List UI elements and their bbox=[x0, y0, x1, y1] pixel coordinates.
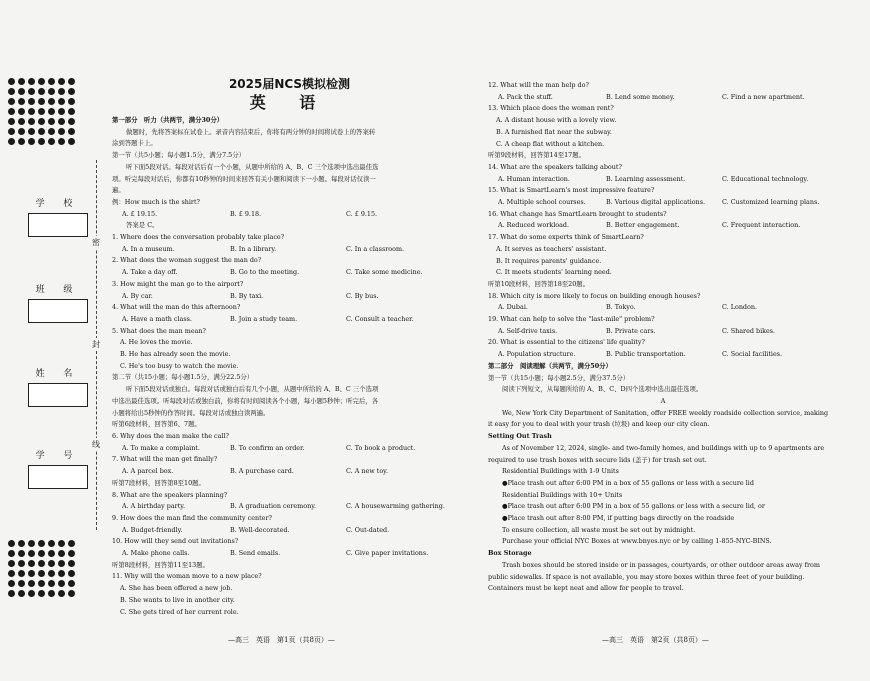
option-b: B. Well-decorated. bbox=[230, 525, 290, 534]
option-c: C. Social facilities. bbox=[722, 350, 783, 359]
passage-line: it easy for you to deal with your trash (垃圾) and keep our city clean. bbox=[488, 420, 710, 429]
class-box[interactable] bbox=[28, 299, 88, 323]
registration-dot bbox=[38, 108, 45, 115]
option-b: B. Join a study team. bbox=[230, 314, 298, 323]
registration-dot bbox=[28, 138, 35, 145]
question-17: 17. What do some experts think of SmartLearn? bbox=[488, 233, 644, 242]
option-b: B. Public transportation. bbox=[606, 350, 686, 359]
dot-row bbox=[8, 138, 76, 145]
registration-dot bbox=[8, 570, 15, 577]
question-15-options bbox=[488, 197, 838, 209]
question-3-options bbox=[112, 291, 467, 303]
exam-subject: 英 语 bbox=[249, 93, 330, 112]
registration-dot bbox=[18, 590, 25, 597]
registration-dot bbox=[58, 590, 65, 597]
section-heading: 第一节（共15小题；每小题2.5分，满分37.5分） bbox=[488, 373, 630, 382]
registration-dot bbox=[48, 590, 55, 597]
directions-line: 听下面5段对话或独白。每段对话或独白后有几个小题，从题中所给的 A、B、C 三个选项 bbox=[126, 385, 379, 394]
registration-dot bbox=[18, 108, 25, 115]
option-c: C. £ 9.15. bbox=[346, 209, 378, 218]
example-answer: 答案是 C。 bbox=[126, 221, 159, 230]
section-heading: 第二节（共15小题；每小题1.5分，满分22.5分） bbox=[112, 373, 254, 382]
passage-line: Residential Buildings with 1-9 Units bbox=[502, 467, 619, 476]
directions-line: 听下面5段对话。每段对话后有一个小题，从题中所给的 A、B、C 三个选项中选出最佳选 bbox=[126, 162, 379, 171]
registration-dot bbox=[8, 590, 15, 597]
registration-dot bbox=[28, 570, 35, 577]
option-a: A. Pack the stuff. bbox=[498, 92, 553, 101]
directions-line: 阅读下列短文，从每题所给的 A、B、C、D四个选项中选出最佳选项。 bbox=[502, 385, 703, 394]
option-c: C. It meets students' learning need. bbox=[496, 268, 612, 277]
registration-dot bbox=[38, 98, 45, 105]
option-b: B. Learning assessment. bbox=[606, 174, 686, 183]
registration-dot bbox=[48, 560, 55, 567]
option-a: A. A parcel box. bbox=[122, 467, 174, 476]
registration-dot bbox=[28, 540, 35, 547]
option-b: B. Go to the meeting. bbox=[230, 268, 300, 277]
student-id-field bbox=[28, 448, 88, 489]
passage-line: public sidewalks. If space is not available, you may store boxes within three feet of your building. bbox=[488, 572, 805, 581]
option-c: C. Give paper invitations. bbox=[346, 549, 429, 558]
dot-row bbox=[8, 570, 76, 577]
material-note: 听第10段材料，回答第18至20题。 bbox=[488, 279, 590, 288]
registration-dot bbox=[8, 118, 15, 125]
option-c: C. London. bbox=[722, 303, 758, 312]
registration-dot bbox=[18, 570, 25, 577]
option-b: B. Send emails. bbox=[230, 549, 281, 558]
question-11: 11. Why will the woman move to a new place? bbox=[112, 572, 262, 581]
directions-line: 项。听完每段对话后，你都有10秒钟的时间来回答有关小题和阅读下一小题。每段对话仅读一 bbox=[112, 174, 376, 183]
question-10-options bbox=[112, 548, 467, 560]
option-b: B. She wants to live in another city. bbox=[120, 595, 235, 604]
question-15: 15. What is SmartLearn's most impressive feature? bbox=[488, 186, 655, 195]
passage-heading: Box Storage bbox=[488, 549, 532, 558]
option-c: C. Educational technology. bbox=[722, 174, 809, 183]
question-16-options bbox=[488, 220, 838, 232]
passage-heading: Setting Out Trash bbox=[488, 432, 552, 441]
registration-dot bbox=[48, 570, 55, 577]
registration-dot bbox=[8, 550, 15, 557]
option-b: B. It requires parents' guidance. bbox=[496, 256, 602, 265]
registration-dot bbox=[68, 570, 75, 577]
page-1 bbox=[112, 0, 467, 618]
question-6-options bbox=[112, 443, 467, 455]
option-c: C. A cheap flat without a kitchen. bbox=[496, 139, 605, 148]
option-a: A. Make phone calls. bbox=[122, 549, 190, 558]
question-2-options bbox=[112, 267, 467, 279]
registration-dot bbox=[18, 118, 25, 125]
seal-char-xian: 线 bbox=[92, 440, 100, 449]
registration-dot bbox=[28, 590, 35, 597]
dot-row bbox=[8, 560, 76, 567]
question-9-options bbox=[112, 525, 467, 537]
option-b: B. He has already seen the movie. bbox=[120, 350, 231, 359]
option-b: B. Various digital applications. bbox=[606, 198, 706, 207]
registration-dot bbox=[18, 98, 25, 105]
registration-dot bbox=[68, 590, 75, 597]
dot-row bbox=[8, 580, 76, 587]
passage-line: Residential Buildings with 10+ Units bbox=[502, 490, 623, 499]
registration-dot bbox=[48, 78, 55, 85]
passage-line: required to use trash boxes with secure lids (盖子) for trash set out. bbox=[488, 455, 707, 464]
registration-dot bbox=[28, 560, 35, 567]
dot-row bbox=[8, 78, 76, 85]
registration-dot bbox=[48, 118, 55, 125]
question-12: 12. What will the man help do? bbox=[488, 81, 589, 89]
name-box[interactable] bbox=[28, 383, 88, 407]
student-id-label: 学 号 bbox=[35, 451, 81, 461]
bullet-item: ●Place trash out after 8:00 PM, if putting bags directly on the roadside bbox=[502, 514, 735, 523]
registration-dot bbox=[38, 550, 45, 557]
registration-dots-bottom bbox=[8, 540, 76, 600]
option-b: B. Private cars. bbox=[606, 326, 656, 335]
registration-dot bbox=[28, 550, 35, 557]
option-c: C. In a classroom. bbox=[346, 244, 405, 253]
option-a: A. Dubai. bbox=[498, 303, 528, 312]
example-question: 例：How much is the shirt? bbox=[112, 197, 200, 206]
option-c: C. Shared bikes. bbox=[722, 326, 776, 335]
registration-dot bbox=[18, 88, 25, 95]
option-a: A. It serves as teachers' assistant. bbox=[496, 244, 607, 253]
passage-line: Purchase your official NYC Boxes at www.bnyes.nyc or by calling 1-855-NYC-BINS. bbox=[502, 537, 772, 546]
question-20: 20. What is essential to the citizens' life quality? bbox=[488, 338, 645, 347]
question-18: 18. Which city is more likely to focus on building enough houses? bbox=[488, 291, 701, 300]
registration-dot bbox=[48, 98, 55, 105]
option-b: B. A purchase card. bbox=[230, 467, 294, 476]
school-label: 学 校 bbox=[35, 199, 81, 209]
registration-dot bbox=[18, 540, 25, 547]
material-note: 听第8段材料，回答第11至13题。 bbox=[112, 560, 210, 569]
registration-dot bbox=[18, 560, 25, 567]
registration-dot bbox=[18, 128, 25, 135]
registration-dot bbox=[8, 128, 15, 135]
directions-line: 遍。 bbox=[112, 186, 125, 195]
registration-dot bbox=[38, 118, 45, 125]
registration-dot bbox=[28, 88, 35, 95]
option-b: B. Lend some money. bbox=[606, 92, 675, 101]
registration-dot bbox=[68, 560, 75, 567]
registration-dot bbox=[28, 78, 35, 85]
registration-dot bbox=[68, 138, 75, 145]
question-3: 3. How might the man go to the airport? bbox=[112, 279, 244, 288]
dot-row bbox=[8, 590, 76, 597]
passage-line: Containers must be kept neat and allow for people to travel. bbox=[488, 584, 684, 593]
question-4-options bbox=[112, 314, 467, 326]
option-a: A. By car. bbox=[122, 291, 153, 300]
registration-dot bbox=[58, 88, 65, 95]
registration-dot bbox=[38, 570, 45, 577]
registration-dot bbox=[28, 580, 35, 587]
option-a: A. She has been offered a new job. bbox=[120, 584, 233, 593]
registration-dot bbox=[68, 78, 75, 85]
option-b: B. By taxi. bbox=[230, 291, 264, 300]
registration-dot bbox=[38, 128, 45, 135]
option-b: B. A graduation ceremony. bbox=[230, 502, 316, 511]
option-a: A. He loves the movie. bbox=[120, 338, 193, 347]
question-7-options bbox=[112, 466, 467, 478]
registration-dot bbox=[58, 540, 65, 547]
option-c: C. Customized learning plans. bbox=[722, 198, 820, 207]
registration-dot bbox=[38, 590, 45, 597]
page-2-footer: —高三 英语 第2页（共8页）— bbox=[602, 636, 709, 644]
intro-line: 做题时，先将答案标在试卷上。录音内容结束后，你将有两分钟的时间将试卷上的答案转 bbox=[126, 127, 376, 136]
question-7: 7. What will the man get finally? bbox=[112, 455, 218, 464]
option-a: A. Budget-friendly. bbox=[122, 525, 183, 534]
registration-dot bbox=[48, 88, 55, 95]
registration-dot bbox=[68, 128, 75, 135]
registration-dot bbox=[48, 540, 55, 547]
dot-row bbox=[8, 98, 76, 105]
dot-row bbox=[8, 118, 76, 125]
directions-line: 中选出最佳选项。听每段对话或独白前，你将有时间阅读各个小题，每小题5秒钟；听完后，各 bbox=[112, 396, 379, 405]
question-4: 4. What will the man do this afternoon? bbox=[112, 303, 241, 312]
question-8-options bbox=[112, 501, 467, 513]
question-12-options bbox=[488, 92, 838, 104]
registration-dot bbox=[28, 128, 35, 135]
option-c: C. A housewarming gathering. bbox=[346, 502, 445, 511]
dot-row bbox=[8, 128, 76, 135]
registration-dot bbox=[58, 98, 65, 105]
registration-dot bbox=[18, 580, 25, 587]
option-b: B. Better engagement. bbox=[606, 221, 680, 230]
option-b: B. To confirm an order. bbox=[230, 443, 305, 452]
question-19: 19. What can help to solve the "last-mile" problem? bbox=[488, 315, 655, 324]
class-label: 班 级 bbox=[35, 285, 81, 295]
registration-dot bbox=[68, 88, 75, 95]
question-6: 6. Why does the man make the call? bbox=[112, 431, 229, 440]
option-a: A. Self-drive taxis. bbox=[498, 326, 558, 335]
part-1-heading: 第一部分 听力（共两节，满分30分） bbox=[112, 116, 224, 124]
passage-line: Trash boxes should be stored inside or in passages, courtyards, or other outdoor areas away from bbox=[502, 560, 820, 569]
option-c: C. By bus. bbox=[346, 291, 379, 300]
material-note: 听第9段材料，回答第14至17题。 bbox=[488, 151, 586, 160]
seal-char-feng: 封 bbox=[92, 340, 100, 349]
intro-line: 涂到答题卡上。 bbox=[112, 139, 157, 148]
registration-dot bbox=[28, 98, 35, 105]
dot-row bbox=[8, 540, 76, 547]
page-2 bbox=[488, 80, 838, 595]
registration-dot bbox=[28, 118, 35, 125]
option-a: A. Human interaction. bbox=[498, 174, 570, 183]
option-c: C. He's too busy to watch the movie. bbox=[120, 361, 239, 370]
passage-line: To ensure collection, all waste must be set out by midnight. bbox=[502, 525, 696, 534]
passage-line: As of November 12, 2024, single- and two-family homes, and buildings with up to 9 apartments are bbox=[502, 443, 825, 452]
directions-line: 小题将给出5秒钟的作答时间。每段对话或独白读两遍。 bbox=[112, 408, 270, 417]
registration-dot bbox=[58, 580, 65, 587]
school-field bbox=[28, 196, 88, 237]
registration-dot bbox=[58, 78, 65, 85]
registration-dot bbox=[58, 138, 65, 145]
registration-dot bbox=[48, 108, 55, 115]
question-2: 2. What does the woman suggest the man do? bbox=[112, 256, 262, 265]
option-a: A. Population structure. bbox=[498, 350, 576, 359]
registration-dot bbox=[48, 128, 55, 135]
option-c: C. Take some medicine. bbox=[346, 268, 423, 277]
registration-dot bbox=[58, 550, 65, 557]
registration-dot bbox=[58, 128, 65, 135]
option-c: C. To book a product. bbox=[346, 443, 416, 452]
question-9: 9. How does the man find the community center? bbox=[112, 513, 272, 522]
registration-dot bbox=[38, 88, 45, 95]
registration-dot bbox=[38, 540, 45, 547]
option-b: B. A furnished flat near the subway. bbox=[496, 127, 612, 136]
question-5: 5. What does the man mean? bbox=[112, 326, 206, 335]
option-a: A. To make a complaint. bbox=[122, 443, 200, 452]
option-c: C. Find a new apartment. bbox=[722, 92, 805, 101]
registration-dot bbox=[58, 560, 65, 567]
registration-dot bbox=[38, 560, 45, 567]
registration-dot bbox=[8, 98, 15, 105]
name-label: 姓 名 bbox=[35, 369, 81, 379]
registration-dot bbox=[8, 88, 15, 95]
question-14: 14. What are the speakers talking about? bbox=[488, 162, 622, 171]
option-a: A. Reduced workload. bbox=[498, 221, 570, 230]
registration-dot bbox=[18, 138, 25, 145]
material-note: 听第7段材料，回答第8至10题。 bbox=[112, 478, 205, 487]
registration-dot bbox=[48, 138, 55, 145]
registration-dot bbox=[8, 580, 15, 587]
registration-dot bbox=[58, 570, 65, 577]
registration-dot bbox=[68, 118, 75, 125]
material-note: 听第6段材料，回答第6、7题。 bbox=[112, 420, 201, 429]
registration-dot bbox=[68, 98, 75, 105]
bullet-item: ●Place trash out after 6:00 PM in a box of 55 gallons or less with a secure lid, or bbox=[502, 502, 765, 511]
option-a: A. In a museum. bbox=[122, 244, 175, 253]
registration-dot bbox=[58, 118, 65, 125]
registration-dot bbox=[68, 580, 75, 587]
question-13: 13. Which place does the woman rent? bbox=[488, 104, 614, 113]
dot-row bbox=[8, 550, 76, 557]
option-b: B. In a library. bbox=[230, 244, 277, 253]
question-19-options bbox=[488, 326, 838, 338]
option-b: B. Tokyo. bbox=[606, 303, 636, 312]
registration-dot bbox=[8, 78, 15, 85]
page-1-footer: —高三 英语 第1页（共8页）— bbox=[228, 636, 335, 644]
registration-dot bbox=[8, 108, 15, 115]
part-2-heading: 第二部分 阅读理解（共两节，满分50分） bbox=[488, 361, 612, 370]
option-c: C. Frequent interaction. bbox=[722, 221, 801, 230]
registration-dot bbox=[28, 108, 35, 115]
option-c: C. She gets tired of her current role. bbox=[120, 607, 239, 616]
passage-line: We, New York City Department of Sanitation, offer FREE weekly roadside collection service, making bbox=[502, 408, 829, 417]
question-10: 10. How will they send out invitations? bbox=[112, 537, 239, 546]
registration-dots-top bbox=[8, 78, 76, 148]
option-c: C. Out-dated. bbox=[346, 525, 390, 534]
student-id-box[interactable] bbox=[28, 465, 88, 489]
question-1: 1. Where does the conversation probably take place? bbox=[112, 233, 285, 242]
registration-dot bbox=[8, 560, 15, 567]
option-c: C. Consult a teacher. bbox=[346, 314, 414, 323]
registration-dot bbox=[38, 580, 45, 587]
section-heading: 第一节（共5小题；每小题1.5分，满分7.5分） bbox=[112, 151, 246, 160]
question-16: 16. What change has SmartLearn brought to students? bbox=[488, 209, 667, 218]
registration-dot bbox=[48, 550, 55, 557]
question-20-options bbox=[488, 349, 838, 361]
registration-dot bbox=[18, 550, 25, 557]
registration-dot bbox=[68, 550, 75, 557]
example-options bbox=[112, 209, 467, 221]
registration-dot bbox=[68, 540, 75, 547]
registration-dot bbox=[58, 108, 65, 115]
class-field bbox=[28, 282, 88, 323]
registration-dot bbox=[8, 540, 15, 547]
option-a: A. A birthday party. bbox=[122, 502, 186, 511]
registration-dot bbox=[38, 138, 45, 145]
registration-dot bbox=[8, 138, 15, 145]
name-field bbox=[28, 366, 88, 407]
exam-title: 2025届NCS模拟检测 bbox=[228, 77, 351, 91]
registration-dot bbox=[38, 78, 45, 85]
option-a: A. A distant house with a lovely view. bbox=[496, 116, 617, 125]
option-c: C. A new toy. bbox=[346, 467, 388, 476]
dot-row bbox=[8, 88, 76, 95]
bullet-item: ●Place trash out after 6:00 PM in a box of 55 gallons or less with a secure lid bbox=[502, 478, 754, 487]
option-a: A. Take a day off. bbox=[122, 268, 178, 277]
option-a: A. Multiple school courses. bbox=[498, 198, 586, 207]
option-a: A. Have a math class. bbox=[122, 314, 192, 323]
option-a: A. £ 19.15. bbox=[122, 209, 158, 218]
question-14-options bbox=[488, 174, 838, 186]
passage-label: A bbox=[660, 396, 666, 405]
registration-dot bbox=[18, 78, 25, 85]
option-b: B. £ 9.18. bbox=[230, 209, 262, 218]
dot-row bbox=[8, 108, 76, 115]
question-1-options bbox=[112, 244, 467, 256]
registration-dot bbox=[68, 108, 75, 115]
school-box[interactable] bbox=[28, 213, 88, 237]
registration-dot bbox=[48, 580, 55, 587]
question-8: 8. What are the speakers planning? bbox=[112, 490, 228, 499]
question-18-options bbox=[488, 302, 838, 314]
seal-char-mi: 密 bbox=[92, 238, 100, 247]
